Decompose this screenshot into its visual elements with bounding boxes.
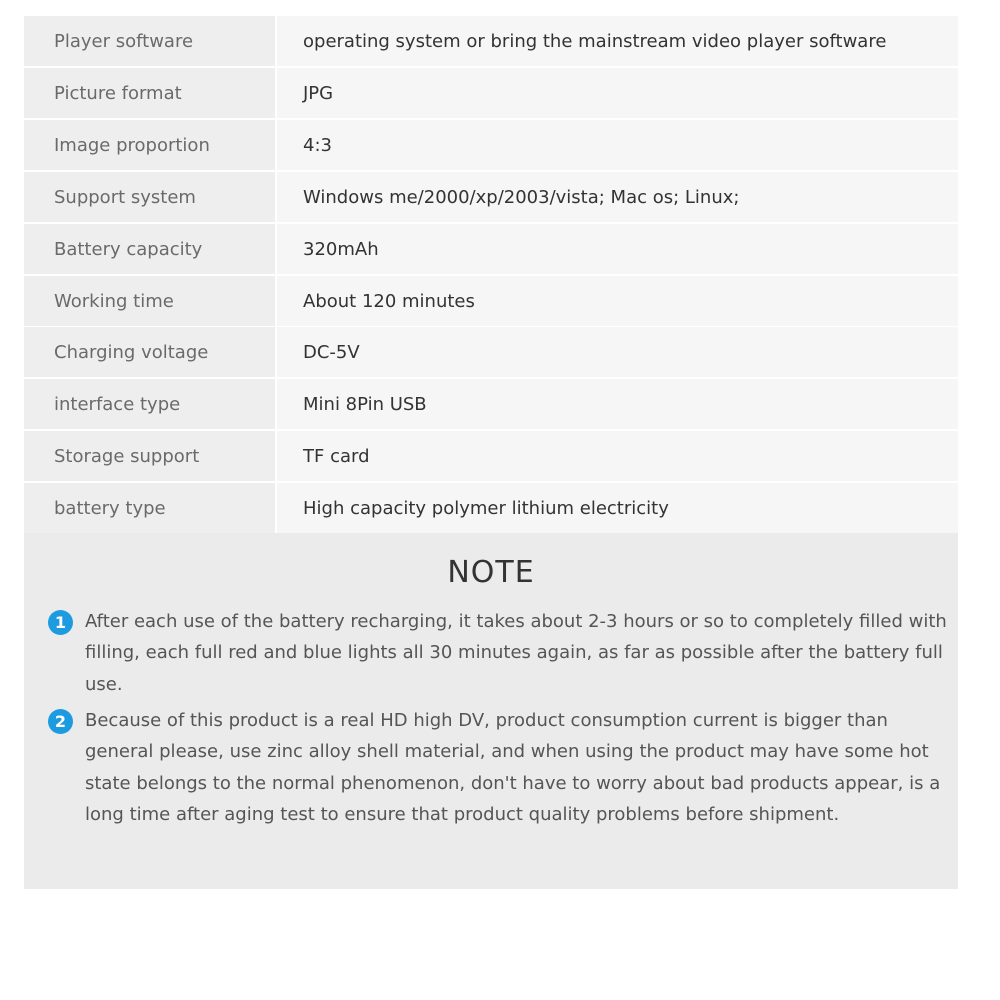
spec-label: Charging voltage [24, 327, 275, 377]
spec-table [24, 0, 958, 533]
spec-label: interface type [24, 379, 275, 429]
spec-value: 4:3 [277, 120, 958, 170]
spec-value: JPG [277, 68, 958, 118]
spec-value: operating system or bring the mainstream video player software [277, 16, 958, 66]
spec-label: Storage support [24, 431, 275, 481]
spec-label: Picture format [24, 68, 275, 118]
spec-row-working-time [24, 276, 958, 326]
spec-value: High capacity polymer lithium electricity [277, 483, 958, 533]
number-2-icon: 2 [48, 709, 73, 734]
spec-row-image-proportion [24, 120, 958, 170]
number-1-icon: 1 [48, 610, 73, 635]
spec-label: Image proportion [24, 120, 275, 170]
spec-label: Support system [24, 172, 275, 222]
note-text: Because of this product is a real HD high DV, product consumption current is bigger than general please, use zinc alloy shell material, and when using the product may have some hot state belongs to the normal phenomenon, don't have to worry about bad products appear, is a long time after aging test to ensure that product quality problems before shipment. [85, 710, 941, 825]
spec-value: TF card [277, 431, 958, 481]
spec-row-interface-type [24, 379, 958, 429]
note-title: NOTE [447, 555, 535, 590]
spec-value: Windows me/2000/xp/2003/vista; Mac os; Linux; [277, 172, 958, 222]
spec-row-battery-capacity [24, 224, 958, 274]
spec-row-battery-type [24, 483, 958, 533]
spec-value: 320mAh [277, 224, 958, 274]
note-text: After each use of the battery recharging, it takes about 2-3 hours or so to completely filled with filling, each full red and blue lights all 30 minutes again, as far as possible after the battery full use. [85, 611, 947, 695]
note-section [24, 533, 958, 889]
spec-row-player-software [24, 16, 958, 66]
spec-label: Battery capacity [24, 224, 275, 274]
spec-label: Working time [24, 276, 275, 326]
spec-label: Player software [24, 16, 275, 66]
spec-row-picture-format [24, 68, 958, 118]
spec-value: DC-5V [277, 327, 958, 377]
spec-row-support-system [24, 172, 958, 222]
spec-row-charging-voltage [24, 327, 958, 377]
spec-value: Mini 8Pin USB [277, 379, 958, 429]
spec-label: battery type [24, 483, 275, 533]
spec-value: About 120 minutes [277, 276, 958, 326]
spec-row-storage-support [24, 431, 958, 481]
